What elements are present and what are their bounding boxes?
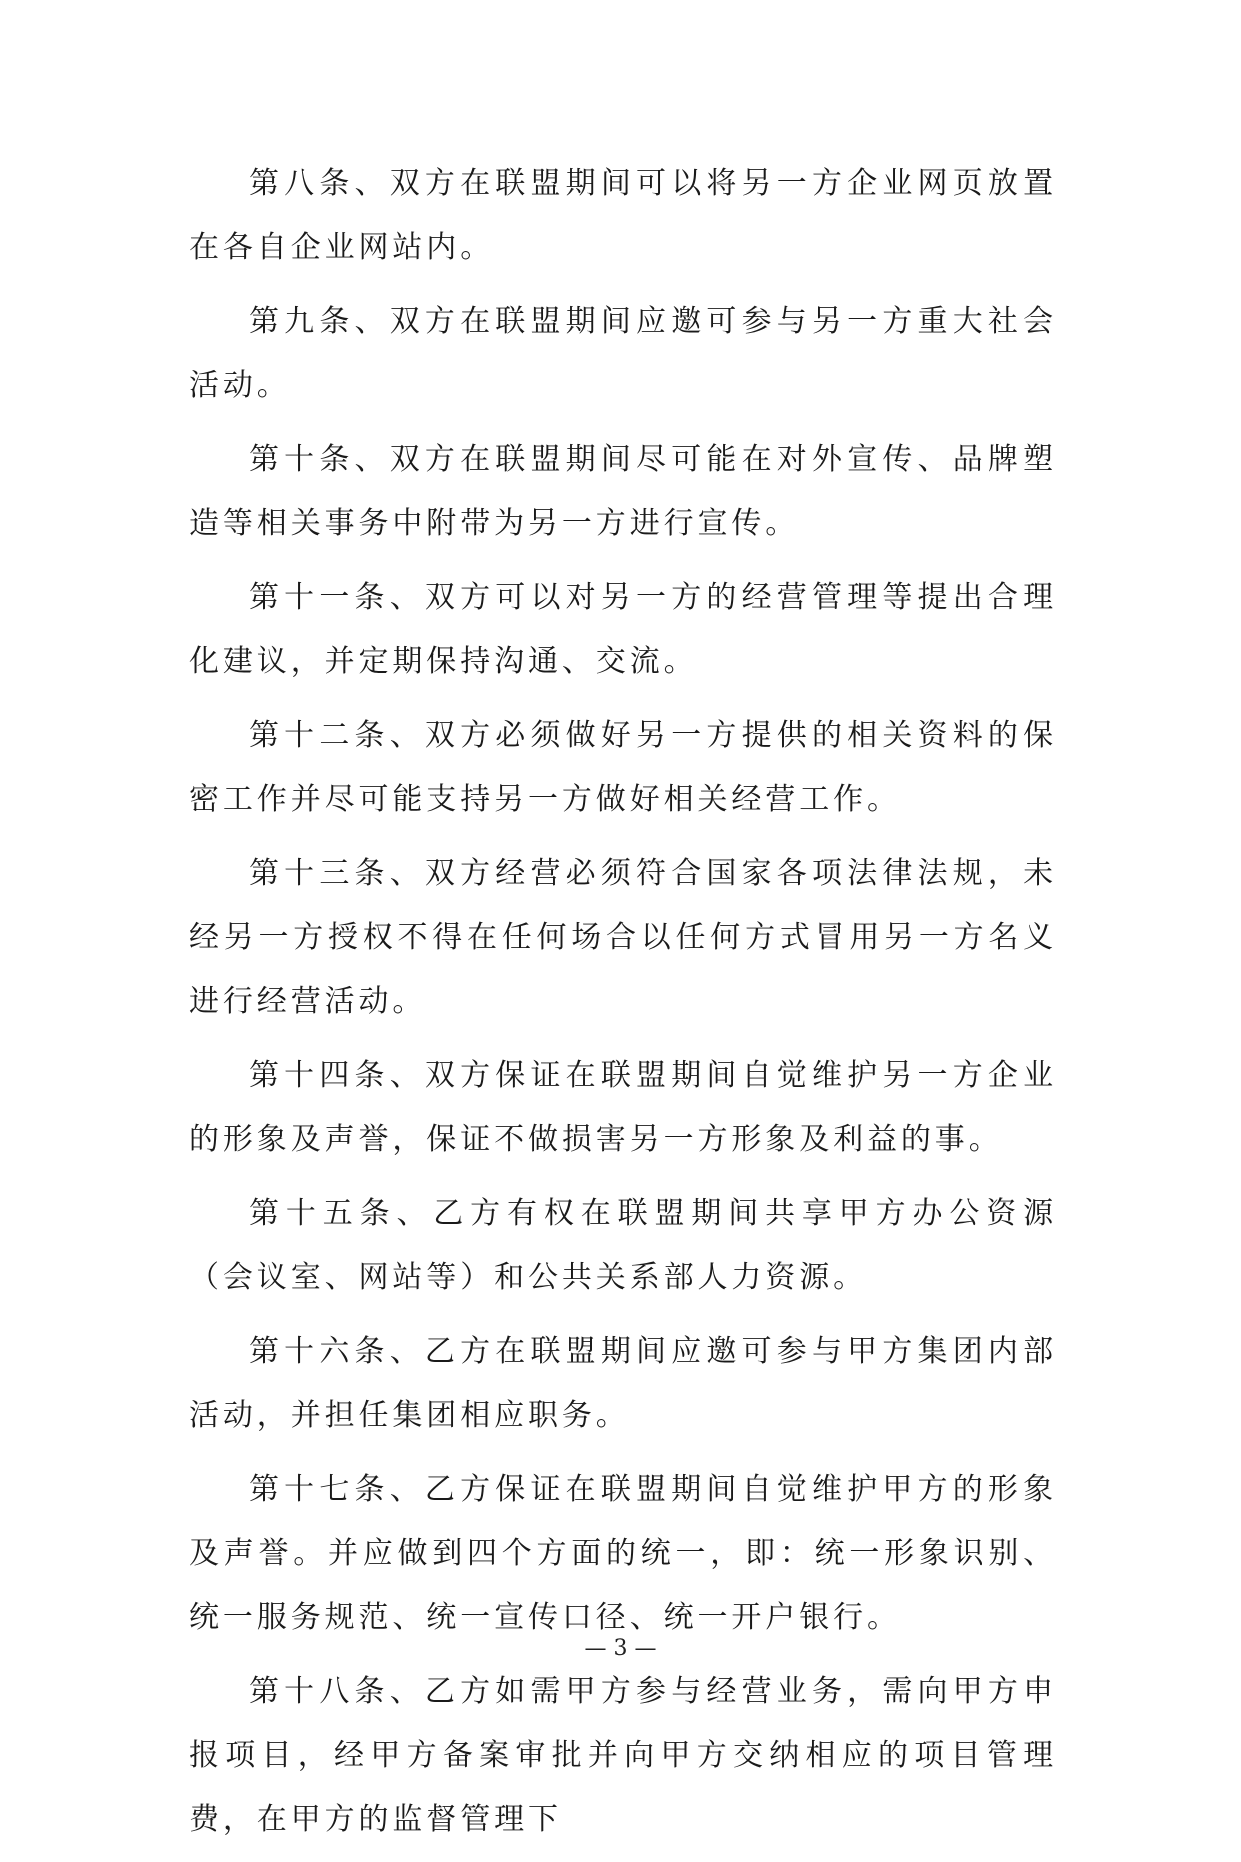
document-body [189, 152, 1057, 1862]
article-12-paragraph: 第十二条、双方必须做好另一方提供的相关资料的保密工作并尽可能支持另一方做好相关经营工作。 [189, 718, 1057, 817]
article-15-paragraph: 第十五条、乙方有权在联盟期间共享甲方办公资源（会议室、网站等）和公共关系部人力资源。 [189, 1196, 1057, 1295]
article-9-paragraph: 第九条、双方在联盟期间应邀可参与另一方重大社会活动。 [189, 304, 1057, 403]
article-8-paragraph: 第八条、双方在联盟期间可以将另一方企业网页放置在各自企业网站内。 [189, 166, 1057, 265]
article-10-paragraph: 第十条、双方在联盟期间尽可能在对外宣传、品牌塑造等相关事务中附带为另一方进行宣传。 [189, 442, 1057, 541]
article-16-paragraph: 第十六条、乙方在联盟期间应邀可参与甲方集团内部活动，并担任集团相应职务。 [189, 1334, 1057, 1433]
article-13-paragraph: 第十三条、双方经营必须符合国家各项法律法规，未经另一方授权不得在任何场合以任何方式冒用另一方名义进行经营活动。 [189, 856, 1057, 1019]
article-18-paragraph: 第十八条、乙方如需甲方参与经营业务，需向甲方申报项目，经甲方备案审批并向甲方交纳相应的项目管理费，在甲方的监督管理下 [189, 1674, 1057, 1837]
article-14-paragraph: 第十四条、双方保证在联盟期间自觉维护另一方企业的形象及声誉，保证不做损害另一方形象及利益的事。 [189, 1058, 1057, 1157]
article-17-paragraph: 第十七条、乙方保证在联盟期间自觉维护甲方的形象及声誉。并应做到四个方面的统一，即：统一形象识别、统一服务规范、统一宣传口径、统一开户银行。 [189, 1472, 1057, 1635]
article-11-paragraph: 第十一条、双方可以对另一方的经营管理等提出合理化建议，并定期保持沟通、交流。 [189, 580, 1057, 679]
page-number: — 3 — [584, 1636, 657, 1661]
